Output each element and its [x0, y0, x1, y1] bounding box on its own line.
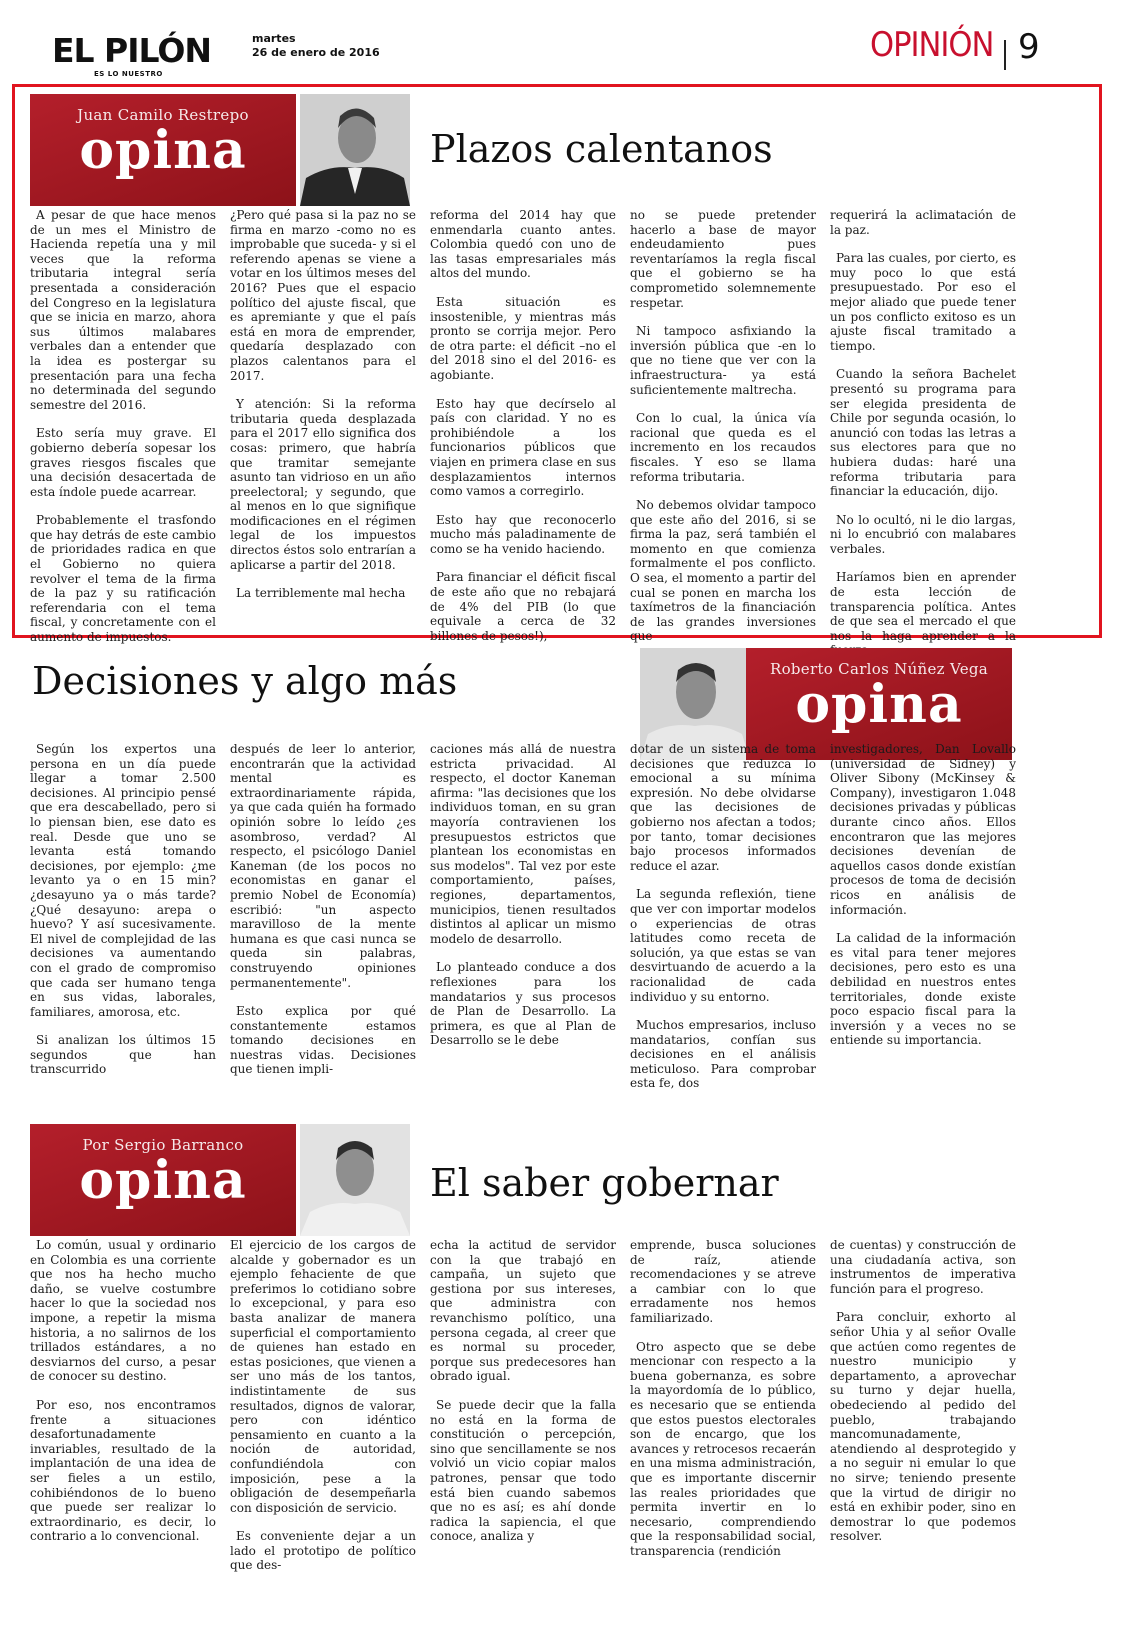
author-photo [300, 1124, 410, 1236]
article-column [30, 1238, 216, 1558]
paragraph: Ni tampoco asfixiando la inversión pública que -en lo que no tiene que ver con la infraestructura- ya está suficientemente maltrecha. [630, 324, 816, 397]
paragraph: Para financiar el déficit fiscal de este año que no rebajará de 4% del PIB (lo que equivale a cerca de 32 billones de pesos!), [430, 570, 616, 643]
opina-box [30, 1124, 296, 1236]
newspaper-logo: EL PILÓN [52, 31, 212, 70]
paragraph: Probablemente el trasfondo que hay detrás de este cambio de prioridades radica en que el Gobierno no quiera revolver el tema de la firma de la paz y su ratificación referendaria con el tema fiscal, y concretamente con el aumento de impuestos. [30, 513, 216, 645]
paragraph: caciones más allá de nuestra estricta privacidad. Al respecto, el doctor Kaneman afirma: "las decisiones que los individuos toman, en su gran mayoría contravienen los presupuestos estrictos que plantean los economistas en sus modelos". Tal vez por este comportamiento, países, regiones, departamentos, municipios, tienen resultados distintos al aplicar un mismo modelo de desarrollo. [430, 742, 616, 946]
paragraph: de cuentas) y construcción de una ciudadanía activa, son instrumentos de imperativa función para el progreso. [830, 1238, 1016, 1296]
newspaper-tagline: ES LO NUESTRO [94, 70, 163, 78]
paragraph: No lo ocultó, ni le dio largas, ni lo encubrió con malabares verbales. [830, 512, 1016, 556]
article-column [30, 208, 216, 659]
paragraph: No debemos olvidar tampoco que este año del 2016, si se firma la paz, será también el momento en que comienza formalmente el pos conflicto. O sea, el momento a partir del cual se ponen en marcha los taxímetros de la financiación de las grandes inversiones que [630, 498, 816, 644]
paragraph: Si analizan los últimos 15 segundos que han transcurrido [30, 1033, 216, 1077]
article-column [830, 1238, 1016, 1558]
paragraph: Es conveniente dejar a un lado el prototipo de político que des- [230, 1529, 416, 1573]
opina-box [30, 94, 296, 206]
paragraph: Según los expertos una persona en un día puede llegar a tomar 2.500 decisiones. Al principio pensé que era descabellado, pero si lo piensan bien, ese dato es real. Desde que uno se levanta está tomando decisiones, por ejemplo: ¿me levanto ya o en 15 min? ¿desayuno ya o más tarde? ¿Qué desayuno: arepa o huevo? Y así sucesivamente. El nivel de complejidad de las decisiones va aumentando con el grado de compromiso que cada ser humano tenga en sus vidas, laborales, familiares, amorosa, etc. [30, 742, 216, 1019]
article-el-saber-gobernar [30, 1124, 1080, 1604]
paragraph: Cuando la señora Bachelet presentó su programa para ser elegida presidenta de Chile por segunda ocasión, lo anunció con todas las letras a sus electores para que no hubiera dudas: haré una reforma tributaria para financiar la educación, dijo. [830, 367, 1016, 499]
article-title: Decisiones y algo más [32, 659, 458, 703]
article-column [430, 208, 616, 657]
paragraph: Y atención: Si la reforma tributaria queda desplazada para el 2017 ello significa dos cosas: primero, que habría que tramitar semejante asunto tan vidrioso en un año preelectoral; y segundo, que al menos en lo que signifique modificaciones en el régimen legal de los impuestos directos éstos solo entrarían a aplicarse a partir del 2018. [230, 397, 416, 572]
article-column [230, 742, 416, 1091]
paragraph: Esta situación es insostenible, y mientras más pronto se corrija mejor. Pero de otra parte: el déficit –no el del 2018 sino el del 2016- es agobiante. [430, 294, 616, 382]
article-title: Plazos calentanos [430, 127, 773, 171]
paragraph: Lo común, usual y ordinario en Colombia es una corriente que nos ha hecho mucho daño, se vuelve costumbre hacer lo que la sociedad nos impone, a repetir la misma historia, a no salirnos de los trillados estándares, a no desviarnos del curso, a pesar de conocer su destino. [30, 1238, 216, 1384]
page-number: 9 [1018, 27, 1040, 67]
author-photo [300, 94, 410, 206]
paragraph: ¿Pero qué pasa si la paz no se firma en marzo -como no es improbable que suceda- y si el referendo apenas se viene a votar en los últimos meses del 2016? Pues que el espacio político del ajuste fiscal, que es apremiante y que el país está en mora de emprender, quedaría desplazado con plazos calentanos para el 2017. [230, 208, 416, 383]
section-divider [1004, 40, 1006, 70]
article-column [630, 1238, 816, 1572]
author-name: Juan Camilo Restrepo [77, 106, 249, 124]
article-column [630, 208, 816, 658]
paragraph: dotar de un sistema de toma decisiones que reduzca lo emocional a su mínima expresión. No debe olvidarse que las decisiones de gobierno nos afectan a todos; por tanto, tomar decisiones bajo procesos informados reduce el azar. [630, 742, 816, 873]
paragraph: La segunda reflexión, tiene que ver con importar modelos o experiencias de otras latitudes como receta de solución, ya que estas se van desvirtuando de acuerdo a la racionalidad de cada individuo y su entorno. [630, 887, 816, 1004]
paragraph: Esto explica por qué constantemente estamos tomando decisiones en nuestras vidas. Decisiones que tienen impli- [230, 1004, 416, 1077]
article-plazos-calentanos [30, 94, 1080, 645]
masthead [48, 24, 1108, 80]
article-column [630, 742, 816, 1105]
paragraph: La terriblemente mal hecha [236, 586, 406, 601]
opina-label: opina [795, 674, 963, 735]
article-column [230, 1238, 416, 1587]
paragraph: Esto hay que decírselo al país con claridad. Y no es prohibiéndole a los funcionarios públicos que viajen en primera clase en sus desplazamientos internos como vamos a corregirlo. [430, 396, 616, 499]
author-portrait-icon [300, 1124, 410, 1236]
paragraph: Para las cuales, por cierto, es muy poco lo que está presupuestado. Por eso el mejor aliado que puede tener un pos conflicto exitoso es un ajuste fiscal tramitado a tiempo. [830, 251, 1016, 353]
paragraph: investigadores, Dan Lovallo (universidad de Sidney) y Oliver Sibony (McKinsey & Company), investigaron 1.048 decisiones privadas y públicas durante cinco años. Ellos encontraron que las mejores decisiones devenían de aquellos casos donde existían procesos de toma de decisión ricos en análisis de información. [830, 742, 1016, 917]
paragraph: Esto hay que reconocerlo mucho más paladinamente de como se ha venido haciendo. [430, 512, 616, 556]
author-name: Por Sergio Barranco [82, 1136, 244, 1154]
paragraph: Otro aspecto que se debe mencionar con respecto a la buena gobernanza, es sobre la mayordomía de lo público, es necesario que se entienda que estos puestos electorales son de encargo, que los avances y retrocesos recaerán en una misma administración, que es importante discernir las reales prioridades que permita invertir en lo necesario, comprendiendo que la responsabilidad social, transparencia (rendición [630, 1339, 816, 1558]
author-portrait-icon [300, 94, 410, 206]
paragraph: después de leer lo anterior, encontrarán que la actividad mental es extraordinariamente rápida, ya que cada quién ha formado opinión sobre lo leído ¿es asombroso, verdad? Al respecto, el psicólogo Daniel Kaneman (de los pocos no economistas en ganar el premio Nobel de Economía) escribió: "un aspecto maravilloso de la mente humana es que casi nunca se queda sin palabras, construyendo opiniones permanentemente". [230, 742, 416, 990]
paragraph: El ejercicio de los cargos de alcalde y gobernador es un ejemplo fehaciente de que preferimos lo cotidiano sobre lo excepcional, y para eso basta analizar de manera superficial el comportamiento de quienes han estado en estas posiciones, que vienen a ser uno más de los tantos, indistintamente de sus resultados, dignos de valorar, pero con idéntico pensamiento en cuanto a la noción de autoridad, confundiéndola con imposición, pese a la obligación de desempeñarla con disposición de servicio. [230, 1238, 416, 1515]
paragraph: Muchos empresarios, incluso mandatarios, confían sus decisiones en el análisis meticuloso. Para comprobar esta fe, dos [630, 1018, 816, 1091]
paragraph: echa la actitud de servidor con la que trabajó en campaña, un sujeto que gestiona por sus intereses, que administra con revanchismo político, una persona cegada, al creer que es normal su proceder, porque sus predecesores han obrado igual. [430, 1238, 616, 1384]
paragraph: Se puede decir que la falla no está en la forma de constitución o percepción, sino que sencillamente se nos volvió un vicio copiar malos patrones, pensar que todo está bien cuando sabemos que no es así; es ahí donde radica la sapiencia, el que conoce, analiza y [430, 1397, 616, 1544]
article-column [430, 1238, 616, 1558]
issue-date [252, 32, 380, 60]
paragraph: La calidad de la información es vital para tener mejores decisiones, pero esto es una debilidad en nuestros entes territoriales, donde existe poco espacio fiscal para la inversión y a veces no se entiende su importancia. [830, 931, 1016, 1048]
paragraph: no se puede pretender hacerlo a base de mayor endeudamiento pues reventaríamos la regla fiscal que el gobierno se ha comprometido solemnemente respetar. [630, 208, 816, 310]
article-column [830, 742, 1016, 1062]
article-column [830, 208, 1016, 672]
issue-date-text: 26 de enero de 2016 [252, 46, 380, 59]
opina-label: opina [79, 1150, 247, 1211]
article-title: El saber gobernar [430, 1161, 779, 1205]
paragraph: Por eso, nos encontramos frente a situaciones desafortunadamente invariables, resultado de la implantación de una idea de ser fieles a un estilo, cohibiéndonos de lo bueno que puede ser realizar lo extraordinario, es decir, lo contrario a lo convencional. [30, 1397, 216, 1544]
paragraph: Esto sería muy grave. El gobierno debería sopesar los graves riesgos fiscales que una decisión desacertada de esta índole puede acarrear. [30, 426, 216, 499]
article-decisiones [30, 648, 1080, 1091]
section-name: OPINIÓN [870, 25, 994, 65]
opina-label: opina [79, 120, 247, 181]
paragraph: Con lo cual, la única vía racional que queda es el incremento en los recaudos fiscales. Y eso se llama reforma tributaria. [630, 411, 816, 484]
paragraph: Para concluir, exhorto al señor Uhia y al señor Ovalle que actúen como regentes de nuestro municipio y departamento, a aprovechar su turno y dejar huella, obedeciendo al pedido del pueblo, trabajando mancomunadamente, atendiendo al desprotegido y a no seguir ni emular lo que no sirve; teniendo presente que la virtud de dirigir no está en exhibir poder, sino en demostrar lo que podemos resolver. [830, 1310, 1016, 1544]
paragraph: Haríamos bien en aprender de esta lección de transparencia política. Antes de que sea el mercado el que nos la haga aprender a la [830, 570, 1016, 643]
article-column [230, 208, 416, 615]
author-name: Roberto Carlos Núñez Vega [769, 660, 989, 678]
paragraph: Lo planteado conduce a dos reflexiones para los mandatarios y sus procesos de Plan de Desarrollo. La primera, es que al Plan de Desarrollo se le debe [430, 960, 616, 1048]
article-column [430, 742, 616, 1062]
article-column [30, 742, 216, 1091]
paragraph: requerirá la aclimatación de la paz. [830, 208, 1016, 237]
paragraph: A pesar de que hace menos de un mes el Ministro de Hacienda repetía una y mil veces que la reforma tributaria integral sería presentada a consideración del Congreso en la legislatura que se inicia en marzo, ahora sus últimos malabares verbales dan a entender que la idea es postergar su presentación para una fecha no determinada del segundo semestre del 2016. [30, 208, 216, 412]
paragraph: emprende, busca soluciones de raíz, atiende recomendaciones y se atreve a cambiar con lo que erradamente nos hemos familiarizado. [630, 1238, 816, 1325]
issue-weekday: martes [252, 32, 296, 45]
paragraph: reforma del 2014 hay que enmendarla cuanto antes. Colombia quedó con uno de las tasas empresariales más altos del mundo. [430, 208, 616, 281]
